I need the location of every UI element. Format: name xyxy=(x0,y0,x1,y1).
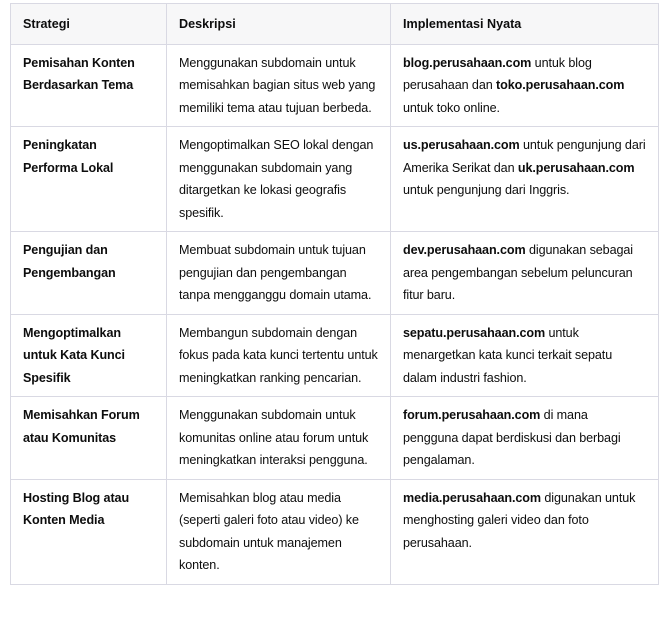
cell-strategi: Pemisahan Konten Berdasarkan Tema xyxy=(11,44,167,127)
table-row xyxy=(11,232,659,315)
cell-strategi: Peningkatan Performa Lokal xyxy=(11,127,167,232)
subdomain-example: dev.perusahaan.com xyxy=(403,243,526,257)
cell-implementasi xyxy=(391,232,659,315)
subdomain-example: forum.perusahaan.com xyxy=(403,408,541,422)
header-deskripsi: Deskripsi xyxy=(167,4,391,45)
cell-deskripsi: Membuat subdomain untuk tujuan pengujian dan pengembangan tanpa mengganggu domain utama. xyxy=(167,232,391,315)
cell-implementasi xyxy=(391,314,659,397)
cell-strategi: Memisahkan Forum atau Komunitas xyxy=(11,397,167,480)
strategy-table xyxy=(10,3,659,585)
impl-text: untuk blog perusahaan dan xyxy=(403,55,592,92)
impl-text: untuk pengunjung dari Amerika Serikat dan xyxy=(403,138,646,175)
cell-deskripsi: Menggunakan subdomain untuk komunitas online atau forum untuk meningkatkan interaksi pengguna. xyxy=(167,397,391,480)
cell-strategi: Hosting Blog atau Konten Media xyxy=(11,479,167,584)
cell-implementasi xyxy=(391,479,659,584)
impl-text: digunakan sebagai area pengembangan sebelum peluncuran fitur baru. xyxy=(403,243,633,302)
cell-deskripsi: Mengoptimalkan SEO lokal dengan menggunakan subdomain yang ditargetkan ke lokasi geografis spesifik. xyxy=(167,127,391,232)
cell-deskripsi: Memisahkan blog atau media (seperti galeri foto atau video) ke subdomain untuk manajemen konten. xyxy=(167,479,391,584)
impl-text: digunakan untuk menghosting galeri video dan foto perusahaan. xyxy=(403,490,636,550)
cell-deskripsi: Menggunakan subdomain untuk memisahkan bagian situs web yang memiliki tema atau tujuan berbeda. xyxy=(167,44,391,127)
subdomain-example: uk.perusahaan.com xyxy=(517,160,635,175)
subdomain-example: sepatu.perusahaan.com xyxy=(403,325,546,340)
impl-text: di mana pengguna dapat berdiskusi dan berbagi pengalaman. xyxy=(403,408,621,467)
cell-implementasi xyxy=(391,397,659,480)
impl-text: untuk pengunjung dari Inggris. xyxy=(403,183,570,197)
table-row xyxy=(11,314,659,397)
table-row xyxy=(11,44,659,127)
table-row xyxy=(11,397,659,480)
cell-strategi: Mengoptimalkan untuk Kata Kunci Spesifik xyxy=(11,314,167,397)
subdomain-example: toko.perusahaan.com xyxy=(496,78,625,92)
subdomain-example: blog.perusahaan.com xyxy=(403,55,532,70)
cell-strategi: Pengujian dan Pengembangan xyxy=(11,232,167,315)
strategy-table-container xyxy=(10,3,658,585)
subdomain-example: us.perusahaan.com xyxy=(403,138,520,152)
table-row xyxy=(11,479,659,584)
table-row xyxy=(11,127,659,232)
table-header-row xyxy=(11,4,659,45)
cell-implementasi xyxy=(391,44,659,127)
impl-text: untuk toko online. xyxy=(403,100,500,115)
cell-deskripsi: Membangun subdomain dengan fokus pada kata kunci tertentu untuk meningkatkan ranking pencarian. xyxy=(167,314,391,397)
impl-text: untuk menargetkan kata kunci terkait sepatu dalam industri fashion. xyxy=(403,325,613,385)
table-body xyxy=(11,44,659,584)
cell-implementasi xyxy=(391,127,659,232)
header-implementasi: Implementasi Nyata xyxy=(391,4,659,45)
subdomain-example: media.perusahaan.com xyxy=(403,490,541,505)
header-strategi: Strategi xyxy=(11,4,167,45)
